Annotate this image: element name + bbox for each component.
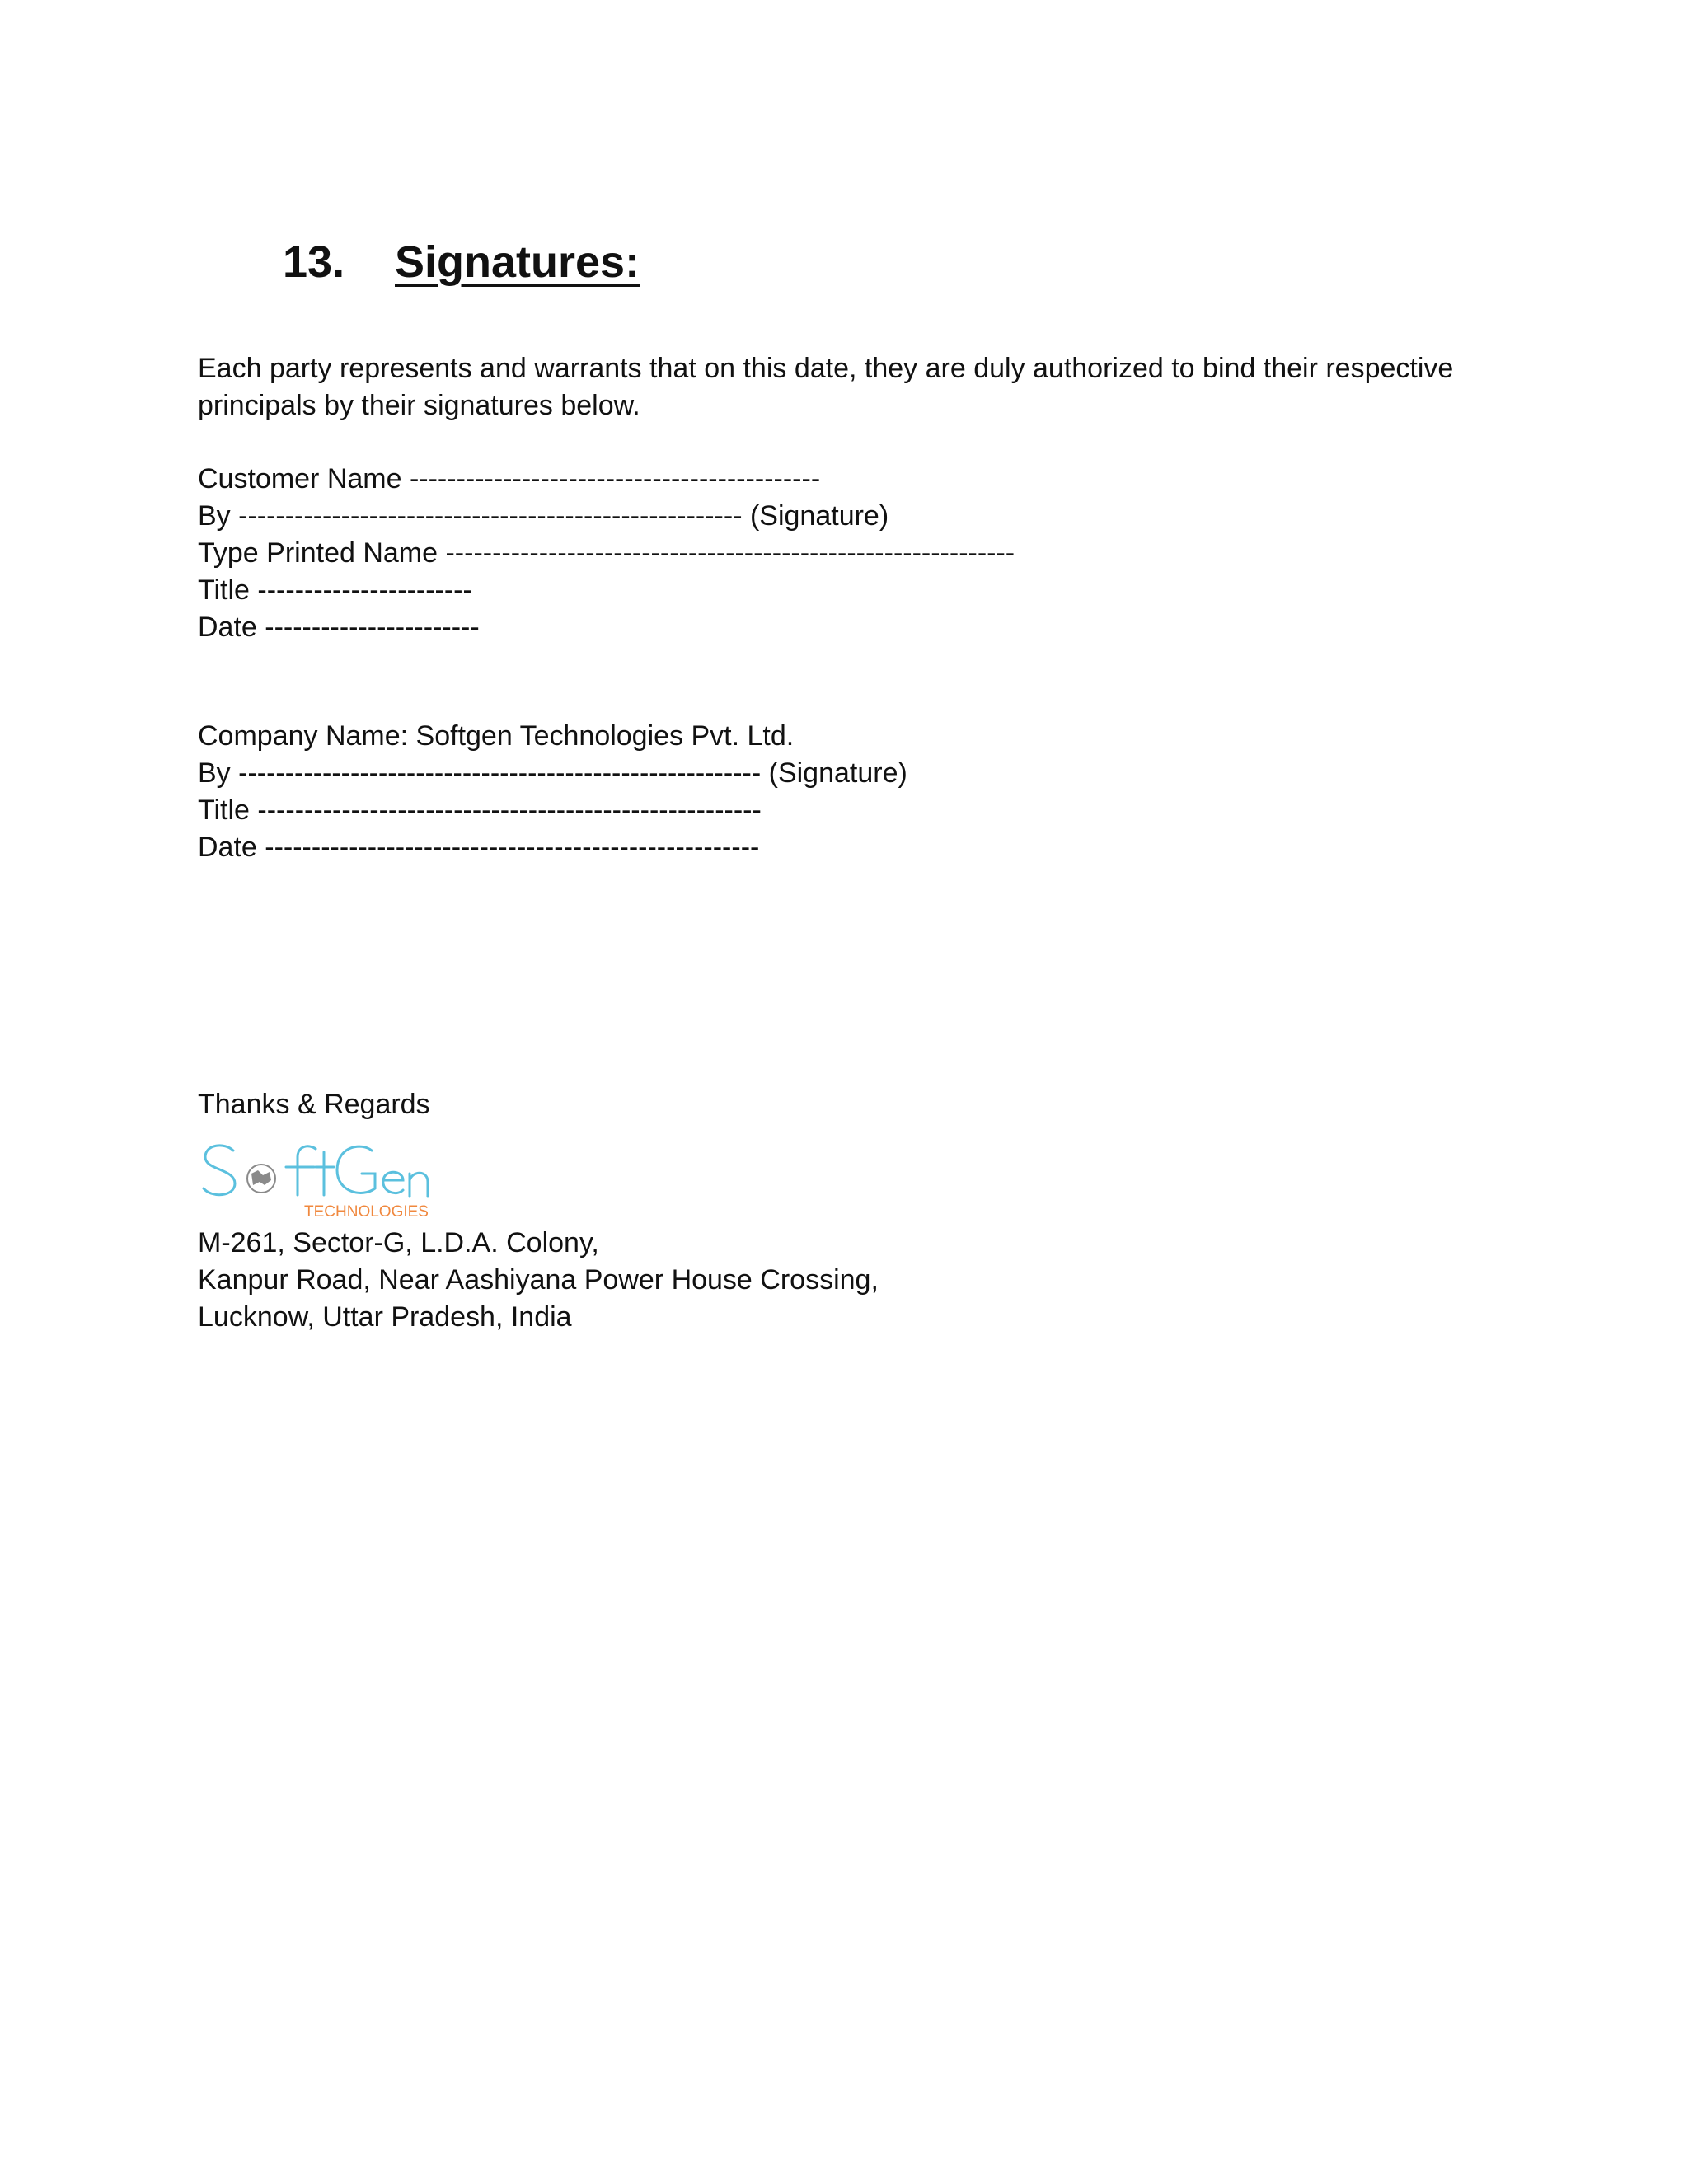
customer-signature-block: [198, 461, 1015, 646]
softgen-logo: [200, 1137, 431, 1221]
logo-letter-g: [337, 1146, 375, 1193]
logo-letter-n: [410, 1173, 428, 1197]
company-by-line: By -------------------------------------------------------- (Signature): [198, 757, 907, 789]
company-title-line: Title ------------------------------------------------------: [198, 794, 762, 826]
section-heading: [283, 233, 640, 291]
globe-icon: [247, 1165, 275, 1193]
address-line: Lucknow, Uttar Pradesh, India: [198, 1301, 572, 1333]
logo-letter-e: [383, 1172, 403, 1193]
section-number: 13.: [283, 237, 345, 287]
logo-tagline: TECHNOLOGIES: [304, 1203, 429, 1221]
customer-name-line: Customer Name --------------------------------------------: [198, 463, 821, 494]
company-date-line: Date -----------------------------------------------------: [198, 832, 760, 863]
intro-line: Each party represents and warrants that on this date, they are duly authorized to bind their respective: [198, 353, 1454, 384]
company-address: [198, 1225, 879, 1336]
company-name-line: Company Name: Softgen Technologies Pvt. Ltd.: [198, 720, 795, 752]
address-line: M-261, Sector-G, L.D.A. Colony,: [198, 1227, 599, 1258]
intro-paragraph: [198, 350, 1453, 424]
customer-printed-name-line: Type Printed Name -------------------------------------------------------------: [198, 537, 1015, 569]
regards-text: Thanks & Regards: [198, 1089, 430, 1120]
logo-letter-s: [204, 1146, 235, 1195]
customer-by-line: By ------------------------------------------------------ (Signature): [198, 500, 889, 532]
address-line: Kanpur Road, Near Aashiyana Power House Crossing,: [198, 1264, 879, 1296]
intro-line: principals by their signatures below.: [198, 390, 640, 421]
section-title: Signatures:: [395, 237, 640, 287]
logo-letter-t: [316, 1152, 334, 1195]
logo-letter-f: [286, 1146, 316, 1195]
customer-title-line: Title -----------------------: [198, 574, 472, 606]
company-signature-block: [198, 718, 907, 866]
customer-date-line: Date -----------------------: [198, 612, 480, 643]
